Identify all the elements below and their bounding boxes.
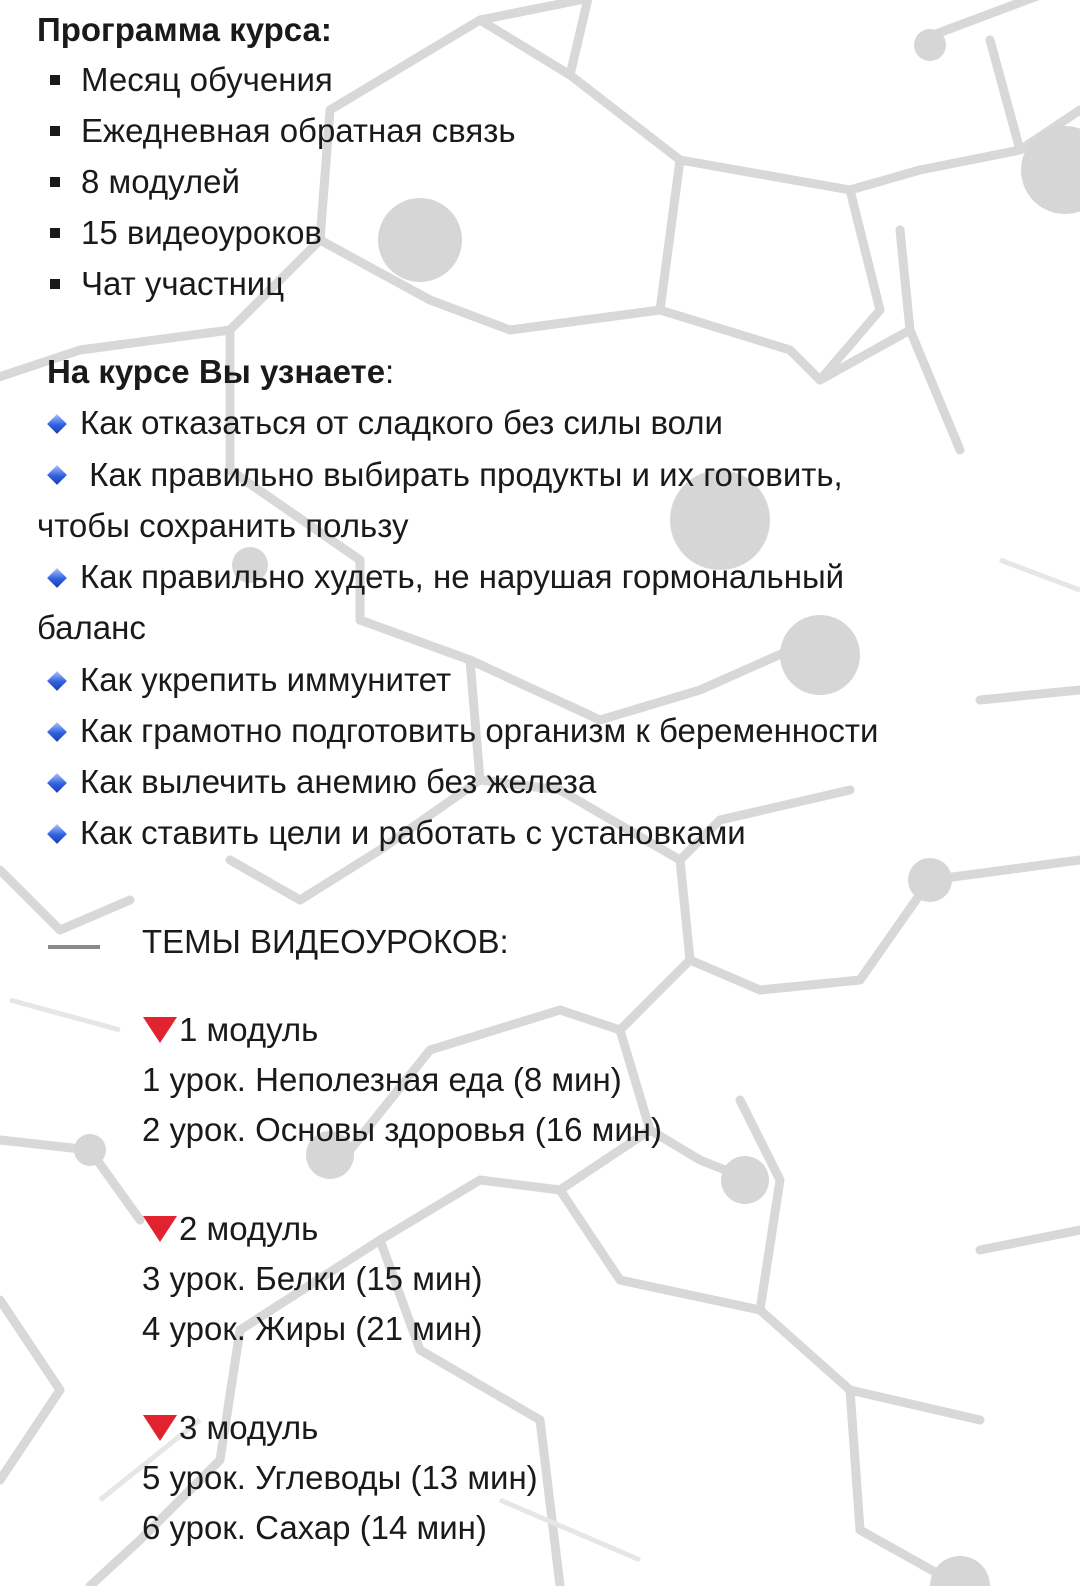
program-item: Чат участниц [81, 265, 285, 302]
blue-diamond-icon [47, 414, 67, 434]
lesson-item: 5 урок. Углеводы (13 мин) [142, 1459, 538, 1496]
square-bullet-icon [50, 75, 60, 85]
learn-item-continuation: баланс [37, 609, 146, 646]
square-bullet-icon [50, 177, 60, 187]
learn-item: Как грамотно подготовить организм к беременности [80, 712, 879, 749]
learn-item: Как правильно выбирать продукты и их готовить, [80, 456, 843, 493]
learn-item-continuation: чтобы сохранить пользу [37, 507, 409, 544]
learn-item: Как правильно худеть, не нарушая гормональный [80, 558, 845, 595]
program-item: 8 модулей [81, 163, 240, 200]
learn-item: Как ставить цели и работать с установками [80, 814, 746, 851]
program-item: 15 видеоуроков [81, 214, 322, 251]
learn-title-text: На курсе Вы узнаете [47, 353, 386, 390]
program-item: Месяц обучения [81, 61, 333, 98]
program-title: Программа курса: [37, 11, 332, 48]
module-title [143, 1408, 318, 1448]
lesson-item: 4 урок. Жиры (21 мин) [142, 1310, 483, 1347]
blue-diamond-icon [47, 465, 67, 485]
program-item: Ежедневная обратная связь [81, 112, 516, 149]
lesson-item: 6 урок. Сахар (14 мин) [142, 1509, 487, 1546]
square-bullet-icon [50, 228, 60, 238]
lesson-item: 2 урок. Основы здоровья (16 мин) [142, 1111, 662, 1148]
learn-title [47, 352, 394, 392]
learn-item: Как отказаться от сладкого без силы воли [80, 404, 723, 441]
blue-diamond-icon [47, 773, 67, 793]
module-title-text: 1 модуль [179, 1011, 319, 1048]
learn-item: Как вылечить анемию без железа [80, 763, 597, 800]
module-title-text: 2 модуль [179, 1210, 319, 1247]
square-bullet-icon [50, 126, 60, 136]
learn-title-colon: : [385, 353, 395, 390]
red-triangle-down-icon [143, 1216, 177, 1242]
red-triangle-down-icon [143, 1415, 177, 1441]
video-topics-heading: ТЕМЫ ВИДЕОУРОКОВ: [142, 923, 509, 960]
red-triangle-down-icon [143, 1017, 177, 1043]
learn-item: Как укрепить иммунитет [80, 661, 452, 698]
lesson-item: 1 урок. Неполезная еда (8 мин) [142, 1061, 622, 1098]
blue-diamond-icon [47, 568, 67, 588]
module-title [143, 1010, 318, 1050]
square-bullet-icon [50, 279, 60, 289]
module-title [143, 1209, 318, 1249]
dash-icon [48, 945, 100, 949]
module-title-text: 3 модуль [179, 1409, 319, 1446]
blue-diamond-icon [47, 722, 67, 742]
lesson-item: 3 урок. Белки (15 мин) [142, 1260, 483, 1297]
blue-diamond-icon [47, 671, 67, 691]
blue-diamond-icon [47, 824, 67, 844]
